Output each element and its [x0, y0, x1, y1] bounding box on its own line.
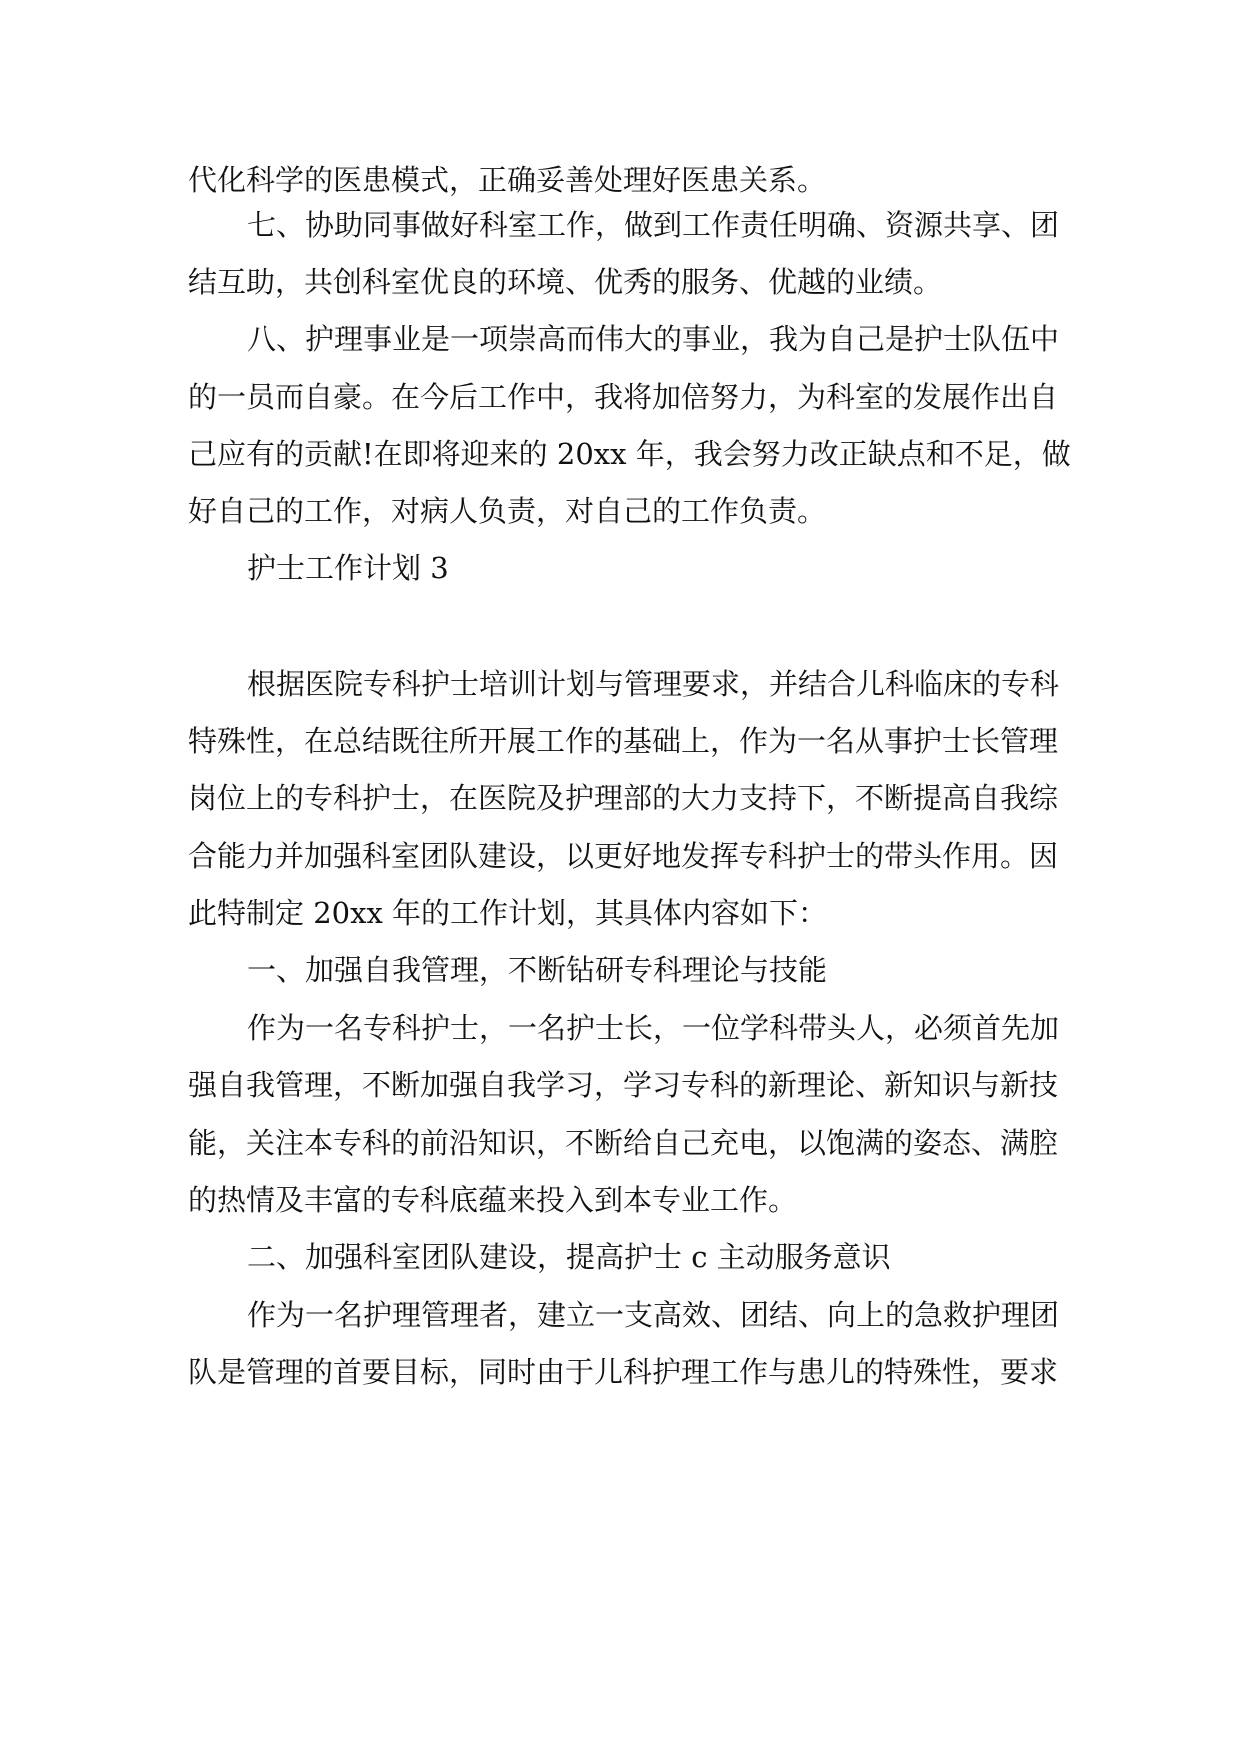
subheading-1: 一、加强自我管理，不断钻研专科理论与技能 — [247, 953, 828, 987]
body-1-line-1: 作为一名专科护士，一名护士长，一位学科带头人，必须首先加 — [247, 1011, 1060, 1045]
intro-line-5: 此特制定 20xx 年的工作计划，其具体内容如下： — [188, 896, 828, 930]
paragraph-8-line-4: 好自己的工作，对病人负责，对自己的工作负责。 — [188, 494, 827, 528]
intro-line-1: 根据医院专科护士培训计划与管理要求，并结合儿科临床的专科 — [247, 667, 1060, 701]
paragraph-7-line-1: 七、协助同事做好科室工作，做到工作责任明确、资源共享、团 — [247, 208, 1060, 242]
intro-line-2: 特殊性，在总结既往所开展工作的基础上，作为一名从事护士长管理 — [188, 724, 1059, 758]
paragraph-8-line-3: 己应有的贡献!在即将迎来的 20xx 年，我会努力改正缺点和不足，做 — [188, 437, 1071, 471]
paragraph-8-line-1: 八、护理事业是一项崇高而伟大的事业，我为自己是护士队伍中 — [247, 322, 1060, 356]
intro-line-4: 合能力并加强科室团队建设，以更好地发挥专科护士的带头作用。因 — [188, 839, 1059, 873]
subheading-2: 二、加强科室团队建设，提高护士 c 主动服务意识 — [247, 1240, 891, 1274]
body-1-line-3: 能，关注本专科的前沿知识，不断给自己充电，以饱满的姿态、满腔 — [188, 1126, 1059, 1160]
section-heading: 护士工作计划 3 — [247, 551, 449, 585]
body-1-line-2: 强自我管理，不断加强自我学习，学习专科的新理论、新知识与新技 — [188, 1068, 1059, 1102]
paragraph-8-line-2: 的一员而自豪。在今后工作中，我将加倍努力，为科室的发展作出自 — [188, 380, 1059, 414]
body-2-line-1: 作为一名护理管理者，建立一支高效、团结、向上的急救护理团 — [247, 1298, 1060, 1332]
body-1-line-4: 的热情及丰富的专科底蕴来投入到本专业工作。 — [188, 1183, 798, 1217]
intro-line-3: 岗位上的专科护士，在医院及护理部的大力支持下，不断提高自我综 — [188, 781, 1059, 815]
text-line-1: 代化科学的医患模式，正确妥善处理好医患关系。 — [188, 163, 827, 197]
body-2-line-2: 队是管理的首要目标，同时由于儿科护理工作与患儿的特殊性，要求 — [188, 1355, 1059, 1389]
paragraph-7-line-2: 结互助，共创科室优良的环境、优秀的服务、优越的业绩。 — [188, 265, 943, 299]
